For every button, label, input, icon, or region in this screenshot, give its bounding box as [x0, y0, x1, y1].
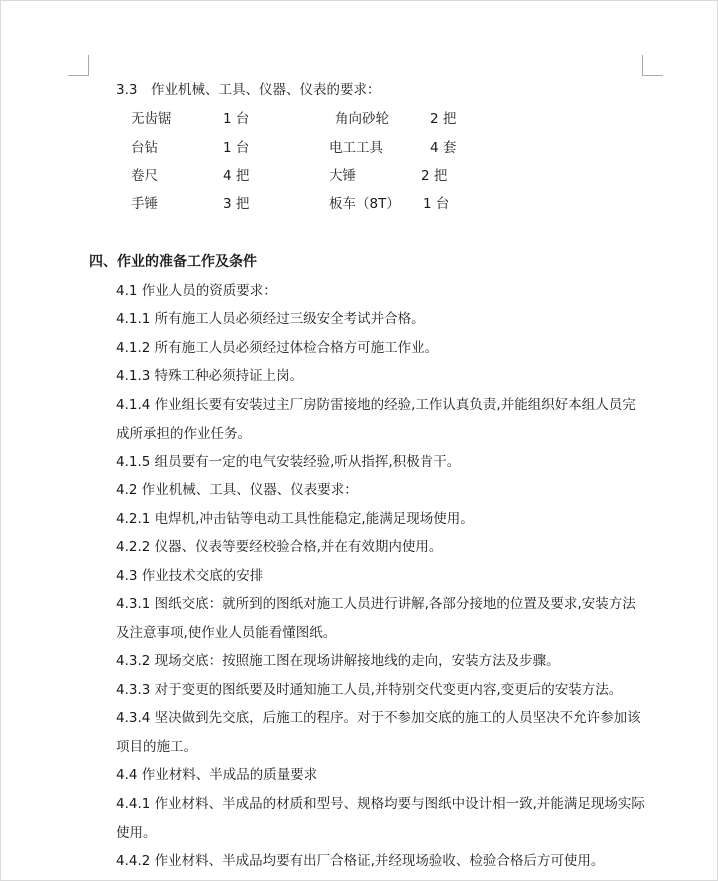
list-item: 4.1.1 所有施工人员必须经过三级安全考试并合格。 — [116, 311, 425, 327]
list-item: 4.3.2 现场交底：按照施工图在现场讲解接地线的走向，安装方法及步骤。 — [116, 653, 560, 669]
list-item: 4.1.3 特殊工种必须持证上岗。 — [116, 368, 304, 384]
list-item: 4.1.2 所有施工人员必须经过体检合格方可施工作业。 — [116, 340, 439, 356]
list-item: 4.3.1 图纸交底：就所到的图纸对施工人员进行讲解,各部分接地的位置及要求,安装方法及注意事项,使作业人员能看懂图纸。 — [116, 596, 636, 641]
tool-qty: 2 把 — [430, 111, 457, 127]
tool-qty: 1 台 — [423, 196, 450, 212]
list-item: 4.4 作业材料、半成品的质量要求 — [116, 767, 318, 783]
page-corner-mark-right — [642, 55, 663, 76]
section-3-3-title: 3.3 作业机械、工具、仪器、仪表的要求： — [116, 82, 381, 98]
list-item: 4.3 作业技术交底的安排 — [116, 568, 264, 584]
tool-qty: 3 把 — [223, 196, 250, 212]
list-item: 4.1.4 作业组长要有安装过主厂房防雷接地的经验,工作认真负责,并能组织好本组人员完成所承担的作业任务。 — [116, 397, 636, 442]
tool-name: 角向砂轮 — [335, 111, 389, 127]
list-item: 4.2.1 电焊机,冲击钻等电动工具性能稳定,能满足现场使用。 — [116, 511, 474, 527]
list-item: 4.3.4 坚决做到先交底，后施工的程序。对于不参加交底的施工的人员坚决不允许参加该项目的施工。 — [116, 710, 641, 755]
tool-name: 卷尺 — [131, 168, 158, 184]
tool-name: 电工工具 — [329, 140, 383, 156]
tool-name: 板车（8T） — [329, 196, 400, 212]
list-item: 4.2.2 仪器、仪表等要经校验合格,并在有效期内使用。 — [116, 539, 443, 555]
tool-qty: 1 台 — [223, 111, 250, 127]
tool-name: 无齿锯 — [131, 111, 172, 127]
list-item: 4.1 作业人员的资质要求： — [116, 283, 277, 299]
tool-qty: 2 把 — [421, 168, 448, 184]
section-4-heading: 四、作业的准备工作及条件 — [89, 254, 257, 270]
tool-qty: 4 套 — [430, 140, 457, 156]
tool-name: 台钻 — [131, 140, 158, 156]
tool-qty: 4 把 — [223, 168, 250, 184]
list-item: 4.4.2 作业材料、半成品均要有出厂合格证,并经现场验收、检验合格后方可使用。 — [116, 853, 605, 869]
list-item: 4.3.3 对于变更的图纸要及时通知施工人员,并特别交代变更内容,变更后的安装方法。 — [116, 682, 623, 698]
tool-qty: 1 台 — [223, 140, 250, 156]
list-item: 4.4.1 作业材料、半成品的材质和型号、规格均要与图纸中设计相一致,并能满足现场实际使用。 — [116, 796, 645, 841]
tool-name: 大锤 — [329, 168, 356, 184]
list-item: 4.1.5 组员要有一定的电气安装经验,听从指挥,积极肯干。 — [116, 454, 461, 470]
list-item: 4.2 作业机械、工具、仪器、仪表要求： — [116, 482, 358, 498]
tool-name: 手锤 — [131, 196, 158, 212]
page-corner-mark-left — [68, 55, 89, 76]
